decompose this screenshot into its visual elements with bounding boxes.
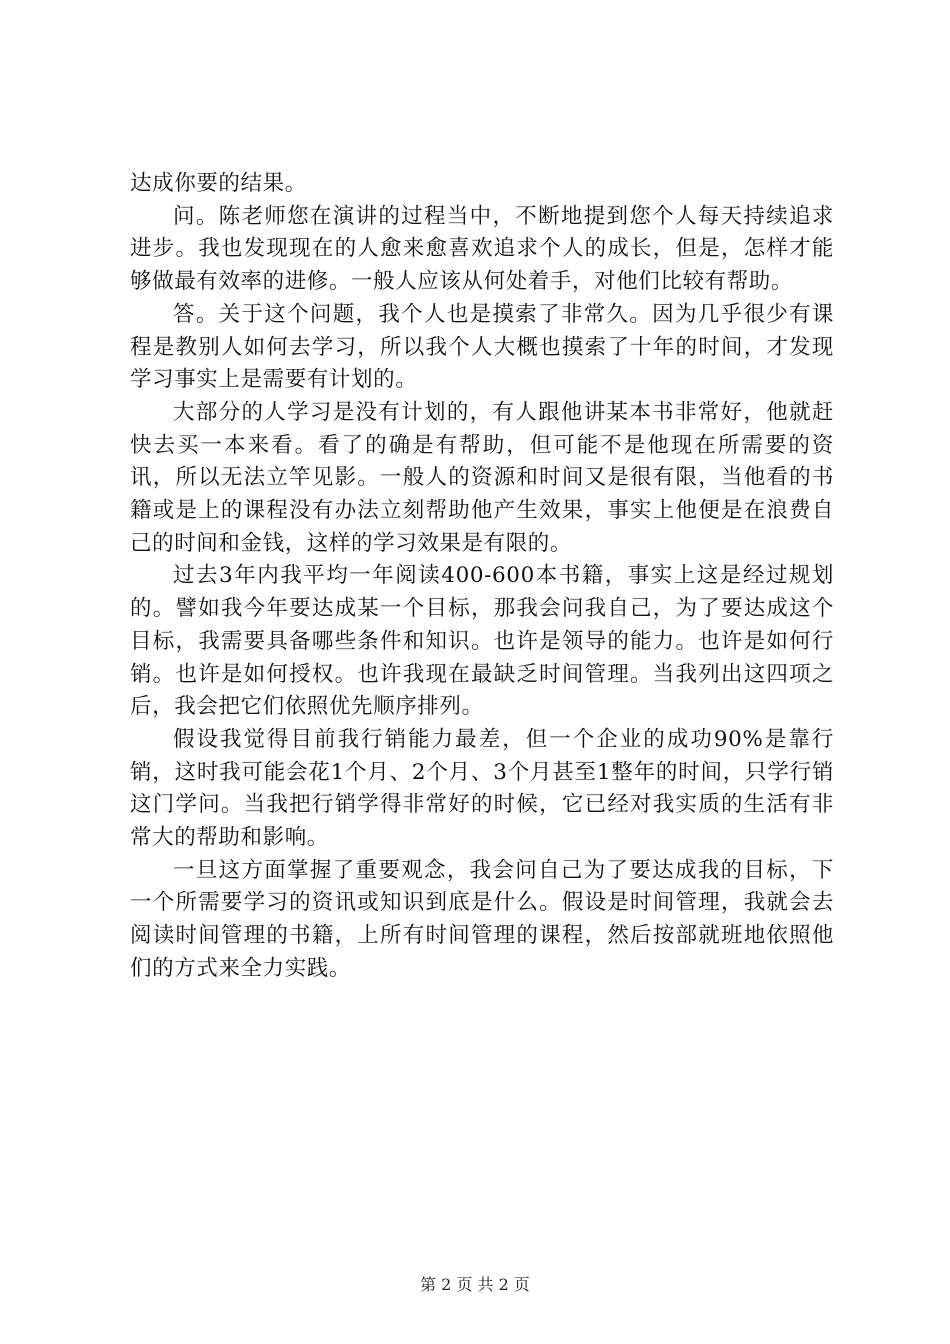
paragraph-unplanned-learning: 大部分的人学习是没有计划的，有人跟他讲某本书非常好，他就赶快去买一本来看。看了的确是有帮助，但可能不是他现在所需要的资讯，所以无法立竿见影。一般人的资源和时间又是很有限，当他看的书籍或是上的课程没有办法立刻帮助他产生效果，事实上他便是在浪费自己的时间和金钱，这样的学习效果是有限的。 bbox=[130, 399, 834, 556]
paragraph-planned-reading: 过去3年内我平均一年阅读400-600本书籍，事实上这是经过规划的。譬如我今年要达成某一个目标，那我会问我自己，为了要达成这个目标，我需要具备哪些条件和知识。也许是领导的能力。也许是如何行销。也许是如何授权。也许我现在最缺乏时间管理。当我列出这四项之后，我会把它们依照优先顺序排列。 bbox=[130, 563, 834, 720]
paragraph-question: 问。陈老师您在演讲的过程当中，不断地提到您个人每天持续追求进步。我也发现现在的人愈来愈喜欢追求个人的成长，但是，怎样才能够做最有效率的进修。一般人应该从何处着手，对他们比较有帮助。 bbox=[130, 203, 834, 295]
paragraph-answer: 答。关于这个问题，我个人也是摸索了非常久。因为几乎很少有课程是教别人如何去学习，所以我个人大概也摸索了十年的时间，才发现学习事实上是需要有计划的。 bbox=[130, 301, 834, 393]
paragraph-marketing-focus: 假设我觉得目前我行销能力最差，但一个企业的成功90%是靠行销，这时我可能会花1个月、2个月、3个月甚至1整年的时间，只学行销这门学问。当我把行销学得非常好的时候，它已经对我实质的生活有非常大的帮助和影响。 bbox=[130, 726, 834, 851]
page-footer: 第 2 页 共 2 页 bbox=[420, 1275, 530, 1294]
document-body bbox=[130, 168, 834, 986]
paragraph-next-goal: 一旦这方面掌握了重要观念，我会问自己为了要达成我的目标，下一个所需要学习的资讯或知识到底是什么。假设是时间管理，我就会去阅读时间管理的书籍，上所有时间管理的课程，然后按部就班地依照他们的方式来全力实践。 bbox=[130, 857, 834, 981]
paragraph-continuation: 达成你要的结果。 bbox=[130, 171, 307, 196]
